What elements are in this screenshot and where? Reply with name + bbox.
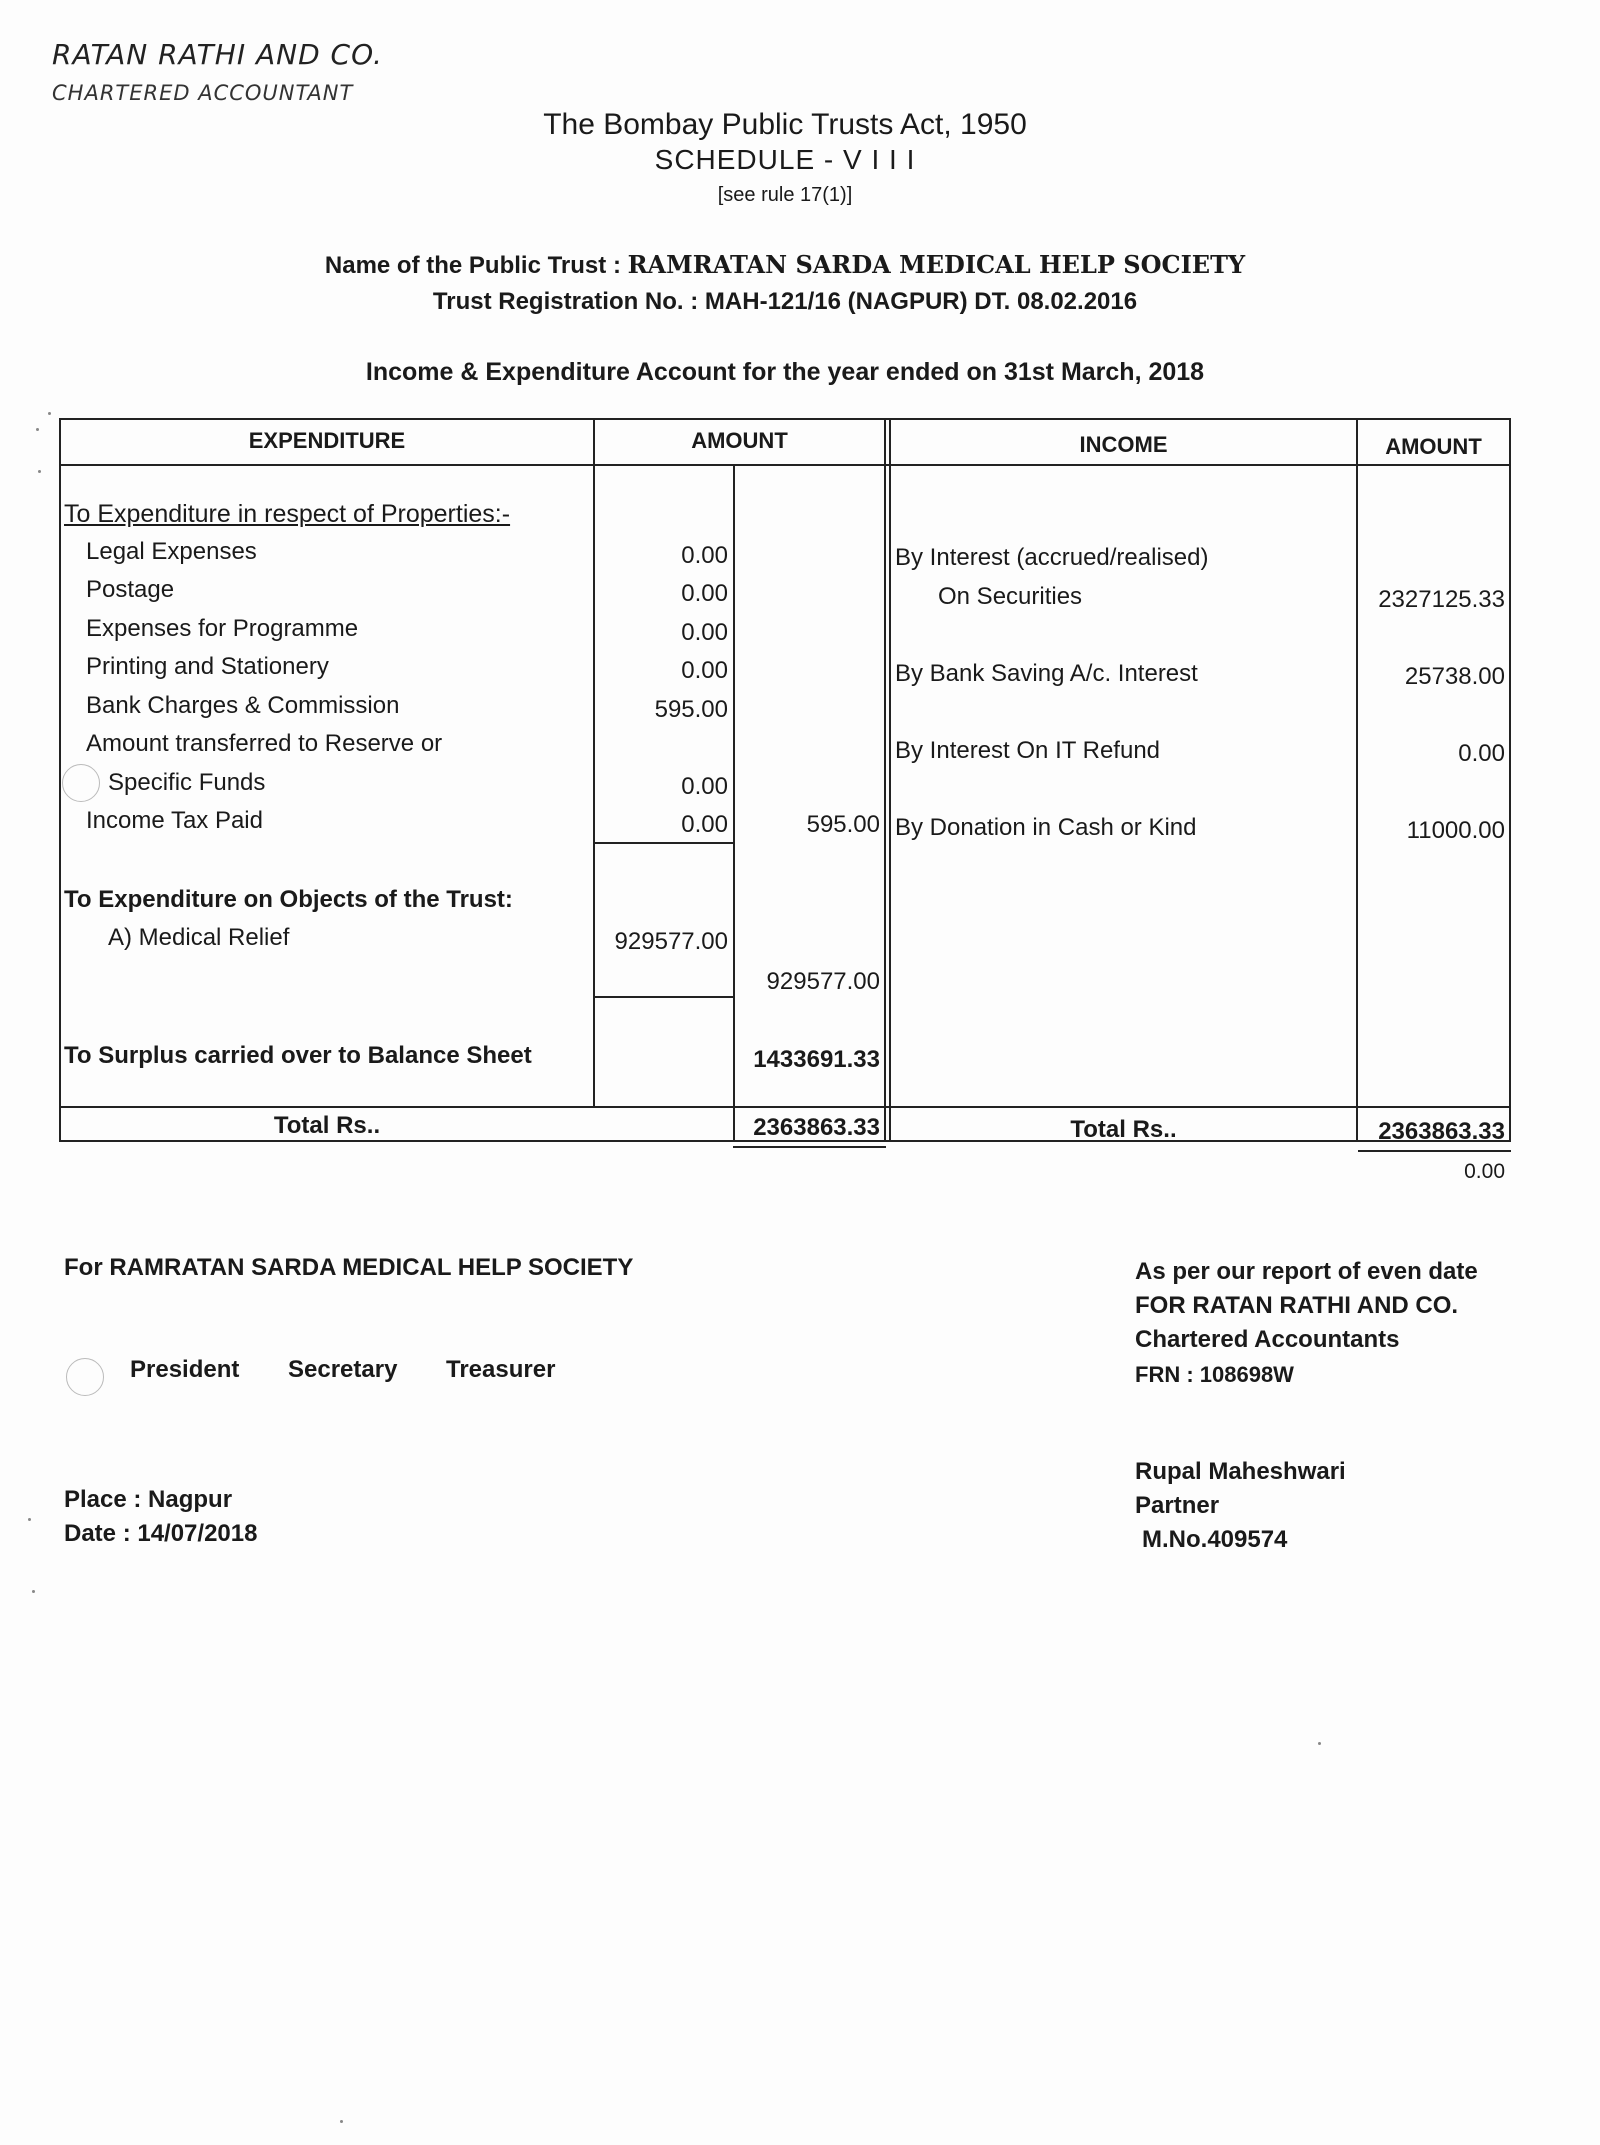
secretary-signatory: Secretary	[288, 1356, 398, 1383]
income-amount: 2327125.33	[1378, 586, 1505, 613]
membership-number: M.No.409574	[1142, 1526, 1288, 1553]
expense-label: Specific Funds	[108, 769, 266, 796]
treasurer-signatory: Treasurer	[446, 1356, 556, 1383]
header-expenditure: EXPENDITURE	[248, 428, 406, 453]
medical-relief-label: A) Medical Relief	[108, 924, 290, 951]
expense-label: Amount transferred to Reserve or	[86, 730, 443, 757]
report-line: As per our report of even date	[1135, 1258, 1478, 1285]
income-amount: 0.00	[1458, 740, 1505, 767]
scan-speck	[1318, 1742, 1321, 1745]
header-amount-right: AMOUNT	[1385, 434, 1482, 459]
rule-reference: [see rule 17(1)]	[717, 184, 853, 206]
scan-speck	[38, 470, 41, 473]
expense-label: Expenses for Programme	[86, 615, 359, 642]
income-total-label: Total Rs..	[1070, 1116, 1177, 1143]
objects-heading: To Expenditure on Objects of the Trust:	[64, 886, 513, 913]
header-income: INCOME	[1079, 432, 1168, 457]
president-signatory: President	[130, 1356, 240, 1383]
income-total-amount: 2363863.33	[1378, 1118, 1505, 1145]
expenditure-total-label: Total Rs..	[273, 1112, 381, 1139]
place: Place : Nagpur	[64, 1486, 233, 1513]
partner-name: Rupal Maheshwari	[1135, 1458, 1346, 1485]
trust-name-line	[0, 250, 1570, 280]
for-firm: FOR RATAN RATHI AND CO.	[1135, 1292, 1459, 1319]
trust-name: RAMRATAN SARDA MEDICAL HELP SOCIETY	[627, 250, 1246, 279]
trust-registration: Trust Registration No. : MAH-121/16 (NAGPUR) DT. 08.02.2016	[432, 288, 1138, 315]
scan-speck	[340, 2120, 343, 2123]
punch-hole	[62, 764, 100, 802]
expense-amount: 0.00	[681, 619, 728, 646]
trust-name-label: Name of the Public Trust :	[324, 252, 621, 279]
schedule-title: SCHEDULE - V I I I	[654, 144, 916, 175]
surplus-label: To Surplus carried over to Balance Sheet	[64, 1042, 532, 1069]
expense-label: Legal Expenses	[86, 538, 257, 565]
difference-amount: 0.00	[1464, 1160, 1505, 1183]
income-label: By Bank Saving A/c. Interest	[895, 660, 1198, 687]
income-label: By Donation in Cash or Kind	[895, 814, 1197, 841]
surplus-amount: 1433691.33	[753, 1046, 880, 1073]
expense-amount: 595.00	[654, 696, 728, 723]
scan-speck	[28, 1518, 31, 1521]
income-label: By Interest On IT Refund	[895, 737, 1161, 764]
expense-amount: 0.00	[681, 657, 728, 684]
expense-label: Printing and Stationery	[86, 653, 329, 680]
letterhead	[52, 38, 383, 105]
medical-relief-amount: 929577.00	[614, 928, 728, 955]
expense-amount: 0.00	[681, 811, 728, 838]
partner-title: Partner	[1135, 1492, 1220, 1519]
expense-label: Income Tax Paid	[86, 807, 263, 834]
account-title: Income & Expenditure Account for the year ended on 31st March, 2018	[365, 358, 1205, 386]
chartered-accountants: Chartered Accountants	[1135, 1326, 1400, 1353]
scan-speck	[32, 1590, 35, 1593]
expenditure-total-amount: 2363863.33	[753, 1114, 880, 1141]
income-label: On Securities	[938, 583, 1083, 610]
frn: FRN : 108698W	[1135, 1362, 1294, 1387]
objects-subtotal: 929577.00	[766, 968, 880, 995]
expense-amount: 0.00	[681, 580, 728, 607]
expense-amount: 0.00	[681, 773, 728, 800]
expense-amount: 0.00	[681, 542, 728, 569]
income-amount: 11000.00	[1406, 817, 1505, 844]
firm-name: RATAN RATHI AND CO.	[52, 38, 383, 71]
scan-speck	[48, 412, 51, 415]
act-title: The Bombay Public Trusts Act, 1950	[543, 108, 1027, 141]
scan-speck	[36, 428, 39, 431]
properties-heading: To Expenditure in respect of Properties:-	[64, 500, 511, 528]
income-amount: 25738.00	[1404, 663, 1505, 690]
punch-hole	[66, 1358, 104, 1396]
expense-label: Bank Charges & Commission	[86, 692, 400, 719]
properties-subtotal: 595.00	[806, 811, 880, 838]
date: Date : 14/07/2018	[64, 1520, 258, 1547]
expense-label: Postage	[86, 576, 175, 603]
income-label: By Interest (accrued/realised)	[895, 544, 1209, 571]
header-amount-left: AMOUNT	[691, 428, 788, 453]
for-society: For RAMRATAN SARDA MEDICAL HELP SOCIETY	[64, 1254, 634, 1281]
firm-designation: CHARTERED ACCOUNTANT	[52, 81, 354, 105]
